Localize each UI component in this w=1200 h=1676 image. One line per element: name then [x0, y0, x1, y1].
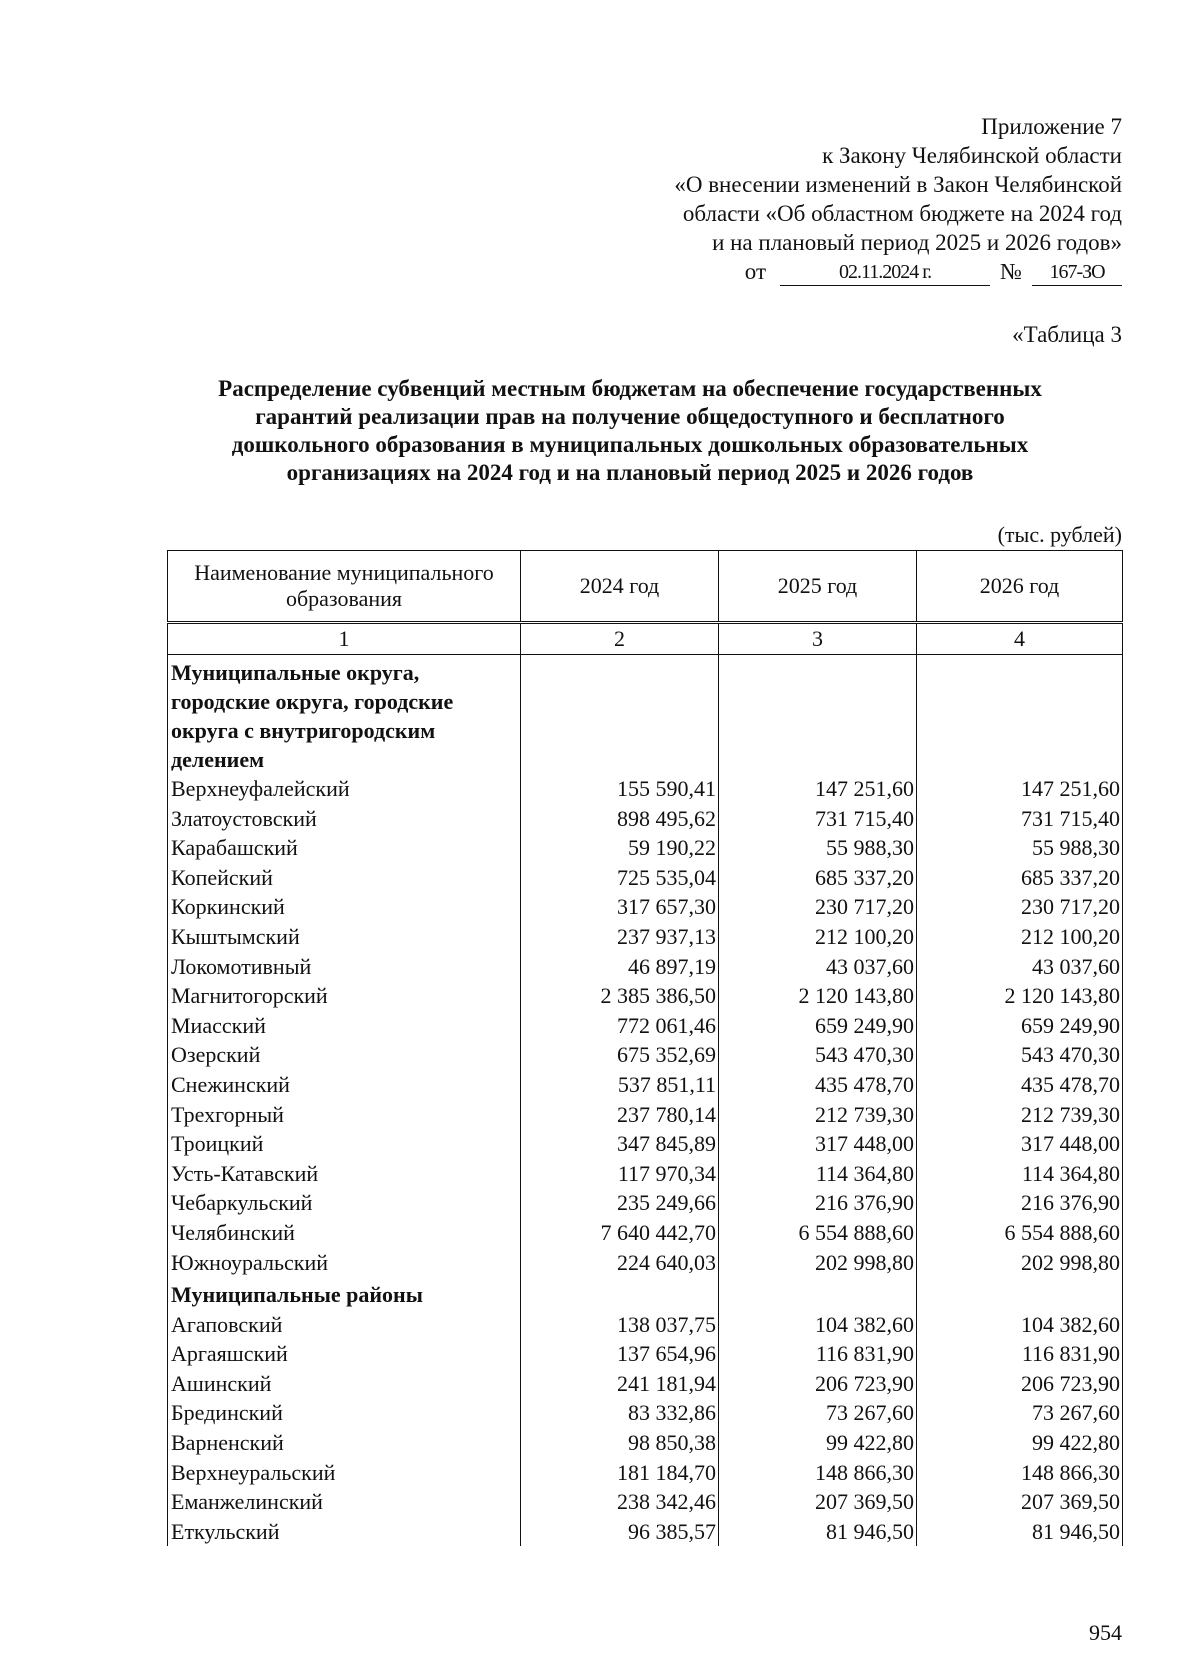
municipality-name: Коркинский [168, 892, 521, 922]
empty-cell [521, 655, 719, 775]
municipality-name: Карабашский [168, 833, 521, 863]
municipality-name: Магнитогорский [168, 981, 521, 1011]
appendix-law-name-3: и на плановый период 2025 и 2026 годов» [712, 230, 1122, 255]
appendix-header [674, 112, 1122, 286]
appendix-law-name-1: «О внесении изменений в Закон Челябинской [674, 172, 1122, 197]
title-line: гарантий реализации прав на получение общедоступного и бесплатного [255, 404, 1005, 429]
amount-cell: 675 352,69 [521, 1040, 719, 1070]
table-row [168, 1100, 1123, 1130]
amount-cell: 537 851,11 [521, 1070, 719, 1100]
amount-cell: 96 385,57 [521, 1517, 719, 1547]
appendix-law-ref: к Закону Челябинской области [822, 143, 1122, 168]
amount-cell: 2 385 386,50 [521, 981, 719, 1011]
amount-cell: 155 590,41 [521, 774, 719, 804]
amount-cell: 83 332,86 [521, 1398, 719, 1428]
municipality-name: Златоустовский [168, 804, 521, 834]
amount-cell: 7 640 442,70 [521, 1218, 719, 1248]
amount-cell: 659 249,90 [719, 1011, 917, 1041]
amount-cell: 725 535,04 [521, 863, 719, 893]
column-header-2025: 2025 год [719, 551, 917, 623]
column-header-2026: 2026 год [917, 551, 1123, 623]
amount-cell: 117 970,34 [521, 1159, 719, 1189]
amount-cell: 104 382,60 [917, 1310, 1123, 1340]
amount-cell: 73 267,60 [917, 1398, 1123, 1428]
table-row [168, 1159, 1123, 1189]
amount-cell: 543 470,30 [917, 1040, 1123, 1070]
amount-cell: 317 448,00 [719, 1129, 917, 1159]
amount-cell: 181 184,70 [521, 1458, 719, 1488]
amount-cell: 435 478,70 [719, 1070, 917, 1100]
amount-cell: 317 657,30 [521, 892, 719, 922]
amount-cell: 43 037,60 [917, 952, 1123, 982]
municipality-name: Челябинский [168, 1218, 521, 1248]
table-row [168, 1218, 1123, 1248]
amount-cell: 148 866,30 [917, 1458, 1123, 1488]
amount-cell: 99 422,80 [719, 1428, 917, 1458]
municipality-name: Озерский [168, 1040, 521, 1070]
empty-cell [917, 1277, 1123, 1310]
table-row [168, 1517, 1123, 1547]
municipality-name: Еманжелинский [168, 1487, 521, 1517]
law-date: 02.11.2024 г. [780, 259, 990, 286]
municipality-name: Брединский [168, 1398, 521, 1428]
page-number: 954 [1089, 1620, 1122, 1645]
units-label: (тыс. рублей) [997, 522, 1122, 547]
amount-cell: 116 831,90 [917, 1339, 1123, 1369]
table-row [168, 1339, 1123, 1369]
municipality-name: Миасский [168, 1011, 521, 1041]
amount-cell: 659 249,90 [917, 1011, 1123, 1041]
amount-cell: 206 723,90 [917, 1369, 1123, 1399]
table-row [168, 1310, 1123, 1340]
column-header-2024: 2024 год [521, 551, 719, 623]
section-heading: Муниципальные округа, городские округа, городские округа с внутригородским делением [168, 655, 521, 775]
column-number-row [168, 623, 1123, 655]
law-date-number-line [674, 257, 1122, 286]
table-row [168, 981, 1123, 1011]
section-heading: Муниципальные районы [168, 1277, 521, 1310]
amount-cell: 238 342,46 [521, 1487, 719, 1517]
amount-cell: 114 364,80 [917, 1159, 1123, 1189]
amount-cell: 731 715,40 [719, 804, 917, 834]
amount-cell: 685 337,20 [719, 863, 917, 893]
column-number: 3 [719, 623, 917, 655]
amount-cell: 104 382,60 [719, 1310, 917, 1340]
amount-cell: 202 998,80 [719, 1248, 917, 1278]
amount-cell: 237 937,13 [521, 922, 719, 952]
table-row [168, 774, 1123, 804]
table-row [168, 892, 1123, 922]
amount-cell: 55 988,30 [917, 833, 1123, 863]
amount-cell: 6 554 888,60 [719, 1218, 917, 1248]
amount-cell: 224 640,03 [521, 1248, 719, 1278]
municipality-name: Трехгорный [168, 1100, 521, 1130]
amount-cell: 317 448,00 [917, 1129, 1123, 1159]
amount-cell: 43 037,60 [719, 952, 917, 982]
table-header-row [168, 551, 1123, 623]
table-row [168, 1011, 1123, 1041]
title-line: дошкольного образования в муниципальных дошкольных образовательных [231, 432, 1029, 457]
amount-cell: 81 946,50 [719, 1517, 917, 1547]
appendix-title: Приложение 7 [981, 114, 1122, 139]
amount-cell: 147 251,60 [719, 774, 917, 804]
amount-cell: 73 267,60 [719, 1398, 917, 1428]
document-title [150, 375, 1110, 487]
subvention-table [167, 550, 1123, 1546]
table-row [168, 1188, 1123, 1218]
table-row [168, 1487, 1123, 1517]
amount-cell: 207 369,50 [917, 1487, 1123, 1517]
amount-cell: 435 478,70 [917, 1070, 1123, 1100]
table-row [168, 863, 1123, 893]
amount-cell: 898 495,62 [521, 804, 719, 834]
amount-cell: 216 376,90 [917, 1188, 1123, 1218]
municipality-name: Троицкий [168, 1129, 521, 1159]
amount-cell: 46 897,19 [521, 952, 719, 982]
title-line: организациях на 2024 год и на плановый период 2025 и 2026 годов [286, 460, 974, 485]
amount-cell: 207 369,50 [719, 1487, 917, 1517]
amount-cell: 99 422,80 [917, 1428, 1123, 1458]
amount-cell: 216 376,90 [719, 1188, 917, 1218]
amount-cell: 543 470,30 [719, 1040, 917, 1070]
municipality-name: Агаповский [168, 1310, 521, 1340]
municipality-name: Чебаркульский [168, 1188, 521, 1218]
section-row [168, 655, 1123, 775]
appendix-law-name-2: области «Об областном бюджете на 2024 год [682, 201, 1122, 226]
table-row [168, 1428, 1123, 1458]
amount-cell: 237 780,14 [521, 1100, 719, 1130]
amount-cell: 212 100,20 [719, 922, 917, 952]
municipality-name: Кыштымский [168, 922, 521, 952]
column-header-name: Наименование муниципального образования [168, 551, 521, 623]
amount-cell: 2 120 143,80 [917, 981, 1123, 1011]
table-row [168, 1398, 1123, 1428]
table-row [168, 833, 1123, 863]
column-number: 2 [521, 623, 719, 655]
table-label: «Таблица 3 [1012, 322, 1122, 347]
amount-cell: 212 100,20 [917, 922, 1123, 952]
municipality-name: Усть-Катавский [168, 1159, 521, 1189]
amount-cell: 230 717,20 [917, 892, 1123, 922]
table-row [168, 1369, 1123, 1399]
amount-cell: 138 037,75 [521, 1310, 719, 1340]
column-number: 1 [168, 623, 521, 655]
amount-cell: 235 249,66 [521, 1188, 719, 1218]
law-number: 167-ЗО [1032, 259, 1122, 286]
municipality-name: Южноуральский [168, 1248, 521, 1278]
table-row [168, 922, 1123, 952]
table-row [168, 1458, 1123, 1488]
amount-cell: 772 061,46 [521, 1011, 719, 1041]
amount-cell: 206 723,90 [719, 1369, 917, 1399]
amount-cell: 212 739,30 [917, 1100, 1123, 1130]
date-prefix: от [744, 259, 767, 284]
table-row [168, 1040, 1123, 1070]
table-row [168, 1129, 1123, 1159]
amount-cell: 59 190,22 [521, 833, 719, 863]
number-prefix: № [1000, 259, 1022, 284]
empty-cell [917, 655, 1123, 775]
amount-cell: 212 739,30 [719, 1100, 917, 1130]
amount-cell: 116 831,90 [719, 1339, 917, 1369]
amount-cell: 230 717,20 [719, 892, 917, 922]
column-number: 4 [917, 623, 1123, 655]
municipality-name: Верхнеуфалейский [168, 774, 521, 804]
amount-cell: 6 554 888,60 [917, 1218, 1123, 1248]
municipality-name: Аргаяшский [168, 1339, 521, 1369]
table-row [168, 1248, 1123, 1278]
amount-cell: 685 337,20 [917, 863, 1123, 893]
municipality-name: Локомотивный [168, 952, 521, 982]
title-line: Распределение субвенций местным бюджетам на обеспечение государственных [218, 376, 1042, 401]
empty-cell [521, 1277, 719, 1310]
amount-cell: 347 845,89 [521, 1129, 719, 1159]
table-row [168, 952, 1123, 982]
municipality-name: Еткульский [168, 1517, 521, 1547]
amount-cell: 731 715,40 [917, 804, 1123, 834]
amount-cell: 241 181,94 [521, 1369, 719, 1399]
amount-cell: 81 946,50 [917, 1517, 1123, 1547]
municipality-name: Снежинский [168, 1070, 521, 1100]
amount-cell: 148 866,30 [719, 1458, 917, 1488]
amount-cell: 98 850,38 [521, 1428, 719, 1458]
amount-cell: 2 120 143,80 [719, 981, 917, 1011]
amount-cell: 55 988,30 [719, 833, 917, 863]
municipality-name: Варненский [168, 1428, 521, 1458]
amount-cell: 147 251,60 [917, 774, 1123, 804]
empty-cell [719, 1277, 917, 1310]
municipality-name: Ашинский [168, 1369, 521, 1399]
amount-cell: 137 654,96 [521, 1339, 719, 1369]
section-row [168, 1277, 1123, 1310]
amount-cell: 114 364,80 [719, 1159, 917, 1189]
municipality-name: Копейский [168, 863, 521, 893]
table-row [168, 804, 1123, 834]
municipality-name: Верхнеуральский [168, 1458, 521, 1488]
table-row [168, 1070, 1123, 1100]
amount-cell: 202 998,80 [917, 1248, 1123, 1278]
empty-cell [719, 655, 917, 775]
